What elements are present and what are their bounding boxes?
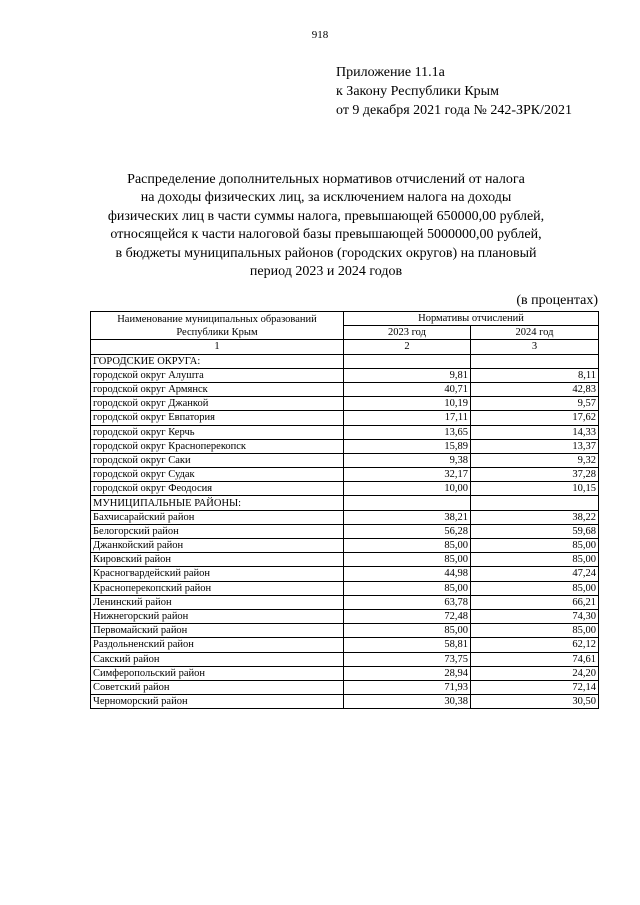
municipality-name: Сакский район — [91, 652, 344, 666]
table-row — [91, 425, 599, 439]
table-row — [91, 397, 599, 411]
value-2023: 85,00 — [344, 553, 471, 567]
value-2024: 38,22 — [471, 510, 599, 524]
table-row — [91, 382, 599, 396]
value-2023: 13,65 — [344, 425, 471, 439]
table-row — [91, 368, 599, 382]
empty-cell — [471, 496, 599, 510]
table-row — [91, 524, 599, 538]
units-note: (в процентах) — [516, 293, 598, 308]
value-2023: 85,00 — [344, 624, 471, 638]
value-2024: 10,15 — [471, 482, 599, 496]
column-number: 3 — [471, 340, 599, 354]
appendix-line: Приложение 11.1а — [336, 65, 445, 80]
municipality-name: городской округ Саки — [91, 453, 344, 467]
value-2024: 47,24 — [471, 567, 599, 581]
municipality-name: Ленинский район — [91, 595, 344, 609]
value-2024: 62,12 — [471, 638, 599, 652]
value-2023: 10,00 — [344, 482, 471, 496]
value-2023: 85,00 — [344, 581, 471, 595]
value-2024: 8,11 — [471, 368, 599, 382]
value-2024: 85,00 — [471, 553, 599, 567]
appendix-line: от 9 декабря 2021 года № 242-ЗРК/2021 — [336, 103, 573, 118]
municipality-name: городской округ Феодосия — [91, 482, 344, 496]
value-2024: 37,28 — [471, 468, 599, 482]
table-row — [91, 553, 599, 567]
value-2024: 74,30 — [471, 609, 599, 623]
table-row — [91, 624, 599, 638]
value-2023: 56,28 — [344, 524, 471, 538]
table-row — [91, 468, 599, 482]
value-2023: 40,71 — [344, 382, 471, 396]
municipality-name: Советский район — [91, 680, 344, 694]
table-row — [91, 652, 599, 666]
value-2023: 15,89 — [344, 439, 471, 453]
municipality-name: Кировский район — [91, 553, 344, 567]
table-row — [91, 453, 599, 467]
value-2024: 14,33 — [471, 425, 599, 439]
municipality-name: городской округ Алушта — [91, 368, 344, 382]
title-line: в бюджеты муниципальных районов (городских округов) на плановый — [115, 245, 537, 261]
value-2024: 13,37 — [471, 439, 599, 453]
section-heading-districts: МУНИЦИПАЛЬНЫЕ РАЙОНЫ: — [91, 496, 344, 510]
value-2023: 72,48 — [344, 609, 471, 623]
municipality-name: Нижнегорский район — [91, 609, 344, 623]
value-2024: 85,00 — [471, 539, 599, 553]
municipality-name: городской округ Керчь — [91, 425, 344, 439]
value-2023: 32,17 — [344, 468, 471, 482]
value-2023: 71,93 — [344, 680, 471, 694]
value-2024: 42,83 — [471, 382, 599, 396]
title-line: относящейся к части налоговой базы превышающей 5000000,00 рублей, — [110, 227, 542, 243]
header-name-line1: Наименование муниципальных образований — [117, 313, 317, 325]
value-2023: 10,19 — [344, 397, 471, 411]
value-2024: 59,68 — [471, 524, 599, 538]
value-2024: 9,32 — [471, 453, 599, 467]
table-row — [91, 482, 599, 496]
value-2024: 74,61 — [471, 652, 599, 666]
municipality-name: Бахчисарайский район — [91, 510, 344, 524]
value-2023: 85,00 — [344, 539, 471, 553]
value-2024: 17,62 — [471, 411, 599, 425]
municipality-name: Джанкойский район — [91, 539, 344, 553]
municipality-name: Первомайский район — [91, 624, 344, 638]
section-row — [91, 496, 599, 510]
value-2023: 63,78 — [344, 595, 471, 609]
municipality-name: Белогорский район — [91, 524, 344, 538]
table-row — [91, 510, 599, 524]
value-2023: 17,11 — [344, 411, 471, 425]
table-row — [91, 539, 599, 553]
title-line: период 2023 и 2024 годов — [249, 264, 403, 280]
value-2024: 72,14 — [471, 680, 599, 694]
column-number: 2 — [344, 340, 471, 354]
appendix-line: к Закону Республики Крым — [336, 84, 499, 99]
section-heading-urban: ГОРОДСКИЕ ОКРУГА: — [91, 354, 344, 368]
empty-cell — [344, 354, 471, 368]
municipality-name: Раздольненский район — [91, 638, 344, 652]
column-number-row — [91, 340, 599, 354]
title-line: физических лиц в части суммы налога, превышающей 650000,00 рублей, — [107, 208, 545, 224]
table-row — [91, 695, 599, 709]
municipality-name: городской округ Армянск — [91, 382, 344, 396]
header-norms: Нормативы отчислений — [344, 312, 599, 326]
table-row — [91, 680, 599, 694]
value-2024: 24,20 — [471, 666, 599, 680]
municipality-name: городской округ Евпатория — [91, 411, 344, 425]
table-header-row — [91, 312, 599, 326]
value-2024: 30,50 — [471, 695, 599, 709]
value-2023: 73,75 — [344, 652, 471, 666]
table-row — [91, 567, 599, 581]
value-2023: 58,81 — [344, 638, 471, 652]
table-row — [91, 581, 599, 595]
value-2023: 30,38 — [344, 695, 471, 709]
municipality-name: Черноморский район — [91, 695, 344, 709]
page-number: 918 — [311, 29, 329, 41]
value-2023: 9,81 — [344, 368, 471, 382]
value-2023: 9,38 — [344, 453, 471, 467]
empty-cell — [344, 496, 471, 510]
value-2023: 44,98 — [344, 567, 471, 581]
municipality-name: городской округ Судак — [91, 468, 344, 482]
norms-table — [90, 311, 599, 709]
table-row — [91, 439, 599, 453]
header-2023: 2023 год — [344, 326, 471, 340]
table-row — [91, 609, 599, 623]
value-2024: 66,21 — [471, 595, 599, 609]
municipality-name: Симферопольский район — [91, 666, 344, 680]
municipality-name: Красногвардейский район — [91, 567, 344, 581]
title-line: на доходы физических лиц, за исключением налога на доходы — [140, 190, 512, 206]
value-2024: 85,00 — [471, 581, 599, 595]
table-row — [91, 638, 599, 652]
header-2024: 2024 год — [471, 326, 599, 340]
municipality-name: городской округ Красноперекопск — [91, 439, 344, 453]
value-2023: 28,94 — [344, 666, 471, 680]
section-row — [91, 354, 599, 368]
header-name — [91, 312, 344, 340]
appendix-reference — [336, 63, 572, 120]
value-2023: 38,21 — [344, 510, 471, 524]
header-name-line2: Республики Крым — [176, 326, 258, 338]
table-row — [91, 595, 599, 609]
value-2024: 85,00 — [471, 624, 599, 638]
table-row — [91, 666, 599, 680]
empty-cell — [471, 354, 599, 368]
document-title — [60, 171, 592, 281]
column-number: 1 — [91, 340, 344, 354]
title-line: Распределение дополнительных нормативов отчислений от налога — [127, 172, 525, 187]
table-row — [91, 411, 599, 425]
municipality-name: Красноперекопский район — [91, 581, 344, 595]
value-2024: 9,57 — [471, 397, 599, 411]
municipality-name: городской округ Джанкой — [91, 397, 344, 411]
